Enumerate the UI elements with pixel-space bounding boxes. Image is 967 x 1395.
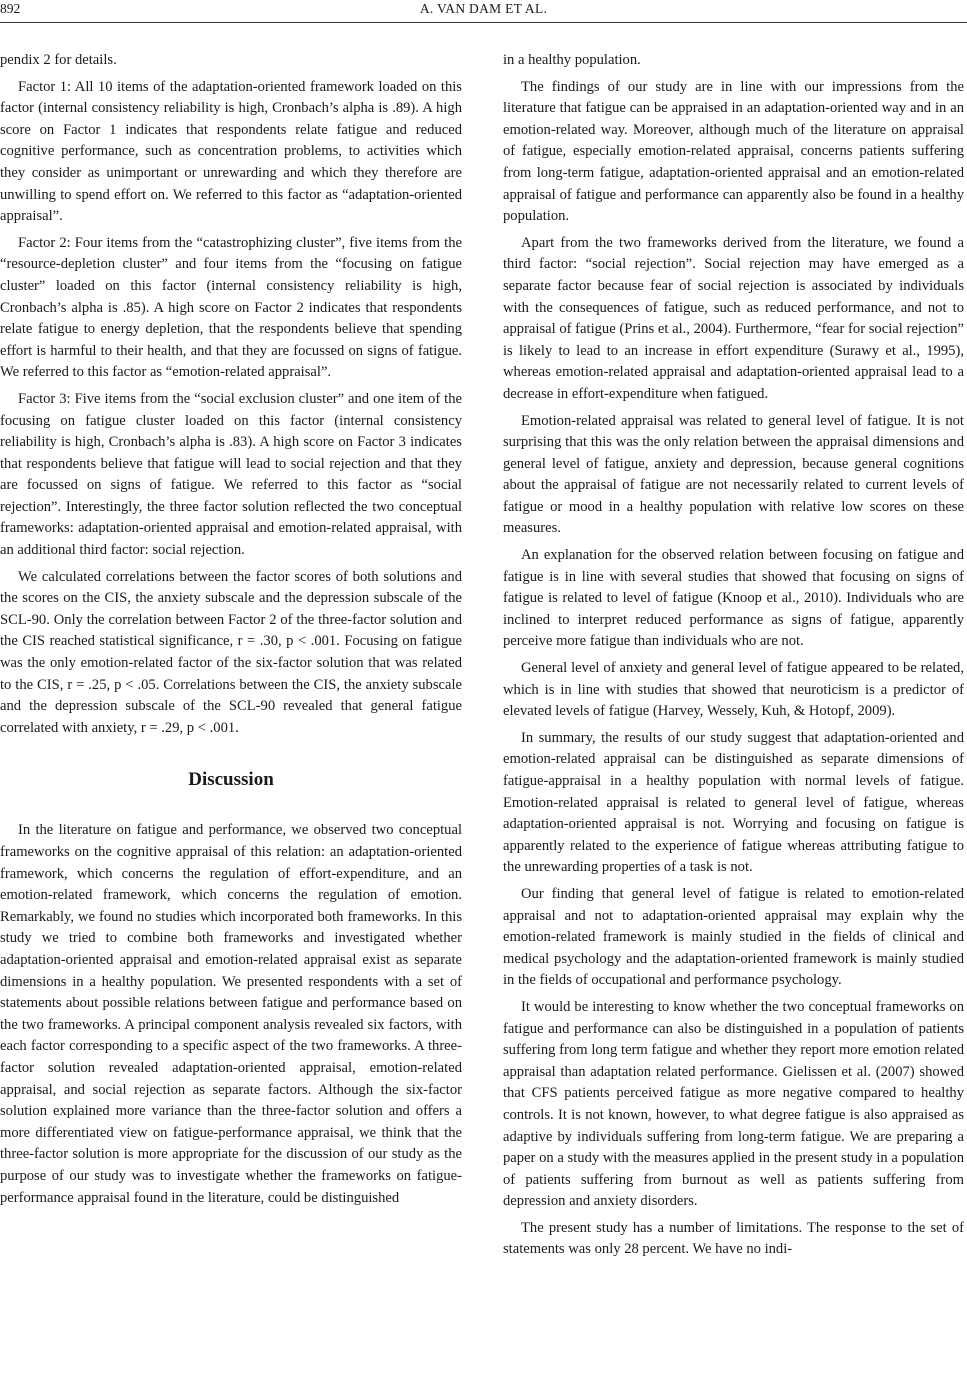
header-rule [0, 22, 967, 23]
paragraph: The present study has a number of limitations. The response to the set of statements was only 28 percent. We have no indi- [503, 1219, 964, 1258]
paragraph: Our finding that general level of fatigue is related to emotion-related appraisal and not to adaptation-oriented appraisal may explain why the emotion-related framework is mainly studied in the fields of clinical and medical psychology and the adaptation-oriented framework is mainly studied in the fields of occupational and performance psychology. [503, 885, 964, 989]
paragraph: General level of anxiety and general level of fatigue appeared to be related, which is in line with studies that showed that neuroticism is a predictor of elevated levels of fatigue (Harvey, Wessely, Kuh, & Hotopf, 2009). [503, 660, 964, 720]
section-heading: Discussion [188, 769, 274, 791]
paragraph: In summary, the results of our study suggest that adaptation-oriented and emotion-related appraisal can be distinguished as separate dimensions of fatigue-appraisal in a healthy population with normal levels of fatigue. Emotion-related appraisal is related to general level of fatigue, whereas adaptation-oriented appraisal is not. Worrying and focusing on fatigue is apparently related to the experience of fatigue whereas attributing fatigue to the unrewarding properties of a task is not. [503, 729, 964, 876]
paragraph: An explanation for the observed relation between focusing on fatigue and fatigue is in line with several studies that showed that focusing on signs of fatigue is related to level of fatigue (Knoop et al., 2010). Individuals who are inclined to interpret reduced performance as signs of fatigue, apparently perceive more fatigue than individuals who are not. [503, 547, 964, 650]
paragraph: pendix 2 for details. [0, 52, 117, 68]
right-column [503, 50, 964, 1266]
page-number: 892 [0, 1, 21, 16]
paragraph: Apart from the two frameworks derived from the literature, we found a third factor: “social rejection”. Social rejection may have emerged as a separate factor because fear of social rejection is associated by individuals with the consequences of fatigue, such as reduced performance, and not to appraisal of fatigue (Prins et al., 2004). Furthermore, “fear for social rejection” is likely to lead to an increase in effort expenditure (Surawy et al., 1995), whereas emotion-related appraisal and adaptation-oriented appraisal lead to a decrease in effort-expenditure when fatigued. [503, 234, 964, 402]
page-header [0, 0, 967, 24]
paragraph: In the literature on fatigue and performance, we observed two conceptual frameworks on the cognitive appraisal of this relation: an adaptation-oriented framework, which concerns the regulation of effort-expenditure, and an emotion-related framework, which concerns the regulation of emotion. Remarkably, we found no studies which incorporated both frameworks. In this study we tried to combine both frameworks and investigated whether adaptation-oriented appraisal and emotion-related appraisal exist as separate dimensions in a healthy population. We presented respondents with a set of statements about possible relations between fatigue and performance based on the two frameworks. A principal component analysis revealed six factors, with each factor corresponding to a specific aspect of the two frameworks. A three-factor solution revealed adaptation-oriented appraisal, emotion-related appraisal, and social rejection as separate factors. Although the six-factor solution explained more variance than the three-factor solution and offers a more differentiated view on fatigue-performance appraisal, we think that the three-factor solution is more appropriate for the discussion of our study as the purpose of our study was to investigate whether the frameworks on fatigue-performance appraisal found in the literature, could be distinguished [0, 822, 462, 1206]
paragraph: The findings of our study are in line with our impressions from the literature that fatigue can be appraised in an adaptation-oriented way and in an emotion-related way. Moreover, although much of the literature on appraisal of fatigue, especially emotion-related appraisal, concerns patients suffering from long-term fatigue, adaptation-oriented appraisal and an emotion-related appraisal of fatigue and performance can apparently also be found in a healthy population. [503, 78, 964, 225]
paragraph: It would be interesting to know whether the two conceptual frameworks on fatigue and performance can also be distinguished in a population of patients suffering from long term fatigue and whether they report more emotion related appraisal than adaptation related performance. Gielissen et al. (2007) showed that CFS patients perceived fatigue as more negative compared to healthy controls. It is not known, however, to what degree fatigue is also appraised as adaptive by individuals suffering from long-term fatigue. We are preparing a paper on a study with the measures applied in the present study in a population of patients suffering from burnout as well as patients suffering from depression and anxiety disorders. [503, 998, 964, 1210]
paragraph: in a healthy population. [503, 52, 641, 68]
paragraph: We calculated correlations between the factor scores of both solutions and the scores on the CIS, the anxiety subscale and the depression subscale of the SCL-90. Only the correlation between Factor 2 of the three-factor solution and the CIS reached statistical significance, r = .30, p < .001. Focusing on fatigue was the only emotion-related factor of the six-factor solution that was related to the CIS, r = .25, p < .05. Correlations between the CIS, the anxiety subscale and the depression subscale of the SCL-90 revealed that general fatigue correlated with anxiety, r = .29, p < .001. [0, 568, 462, 736]
running-title: A. VAN DAM ET AL. [419, 1, 548, 16]
paragraph: Factor 1: All 10 items of the adaptation-oriented framework loaded on this factor (internal consistency reliability is high, Cronbach’s alpha is .89). A high score on Factor 1 indicates that respondents relate fatigue and reduced cognitive performance, such as concentration problems, to activities which they consider as unimportant or unrewarding and which they therefore are unwilling to spend effort on. We referred to this factor as “adaptation-oriented appraisal”. [0, 78, 462, 225]
paragraph: Factor 2: Four items from the “catastrophizing cluster”, five items from the “resource-depletion cluster” and four items from the “focusing on fatigue cluster” loaded on this factor (internal consistency reliability is high, Cronbach’s alpha is .85). A high score on Factor 2 indicates that respondents relate fatigue to energy depletion, that the respondents believe that spending effort is harmful to their health, and that they are focussed on signs of fatigue. We referred to this factor as “emotion-related appraisal”. [0, 234, 462, 381]
paragraph: Emotion-related appraisal was related to general level of fatigue. It is not surprising that this was the only relation between the appraisal dimensions and general level of fatigue, anxiety and depression, because general cognitions about the appraisal of fatigue are not necessarily related to current levels of fatigue or mood in a healthy population with relative low scores on these measures. [503, 412, 964, 537]
left-column [0, 50, 462, 1214]
paragraph: Factor 3: Five items from the “social exclusion cluster” and one item of the focusing on fatigue cluster loaded on this factor (internal consistency reliability is high, Cronbach’s alpha is .83). A high score on Factor 3 indicates that respondents believe that fatigue will lead to social rejection and that they are focussed on signs of fatigue. We referred to this factor as “social rejection”. Interestingly, the three factor solution reflected the two conceptual frameworks: adaptation-oriented appraisal and emotion-related appraisal, with an additional third factor: social rejection. [0, 390, 462, 559]
